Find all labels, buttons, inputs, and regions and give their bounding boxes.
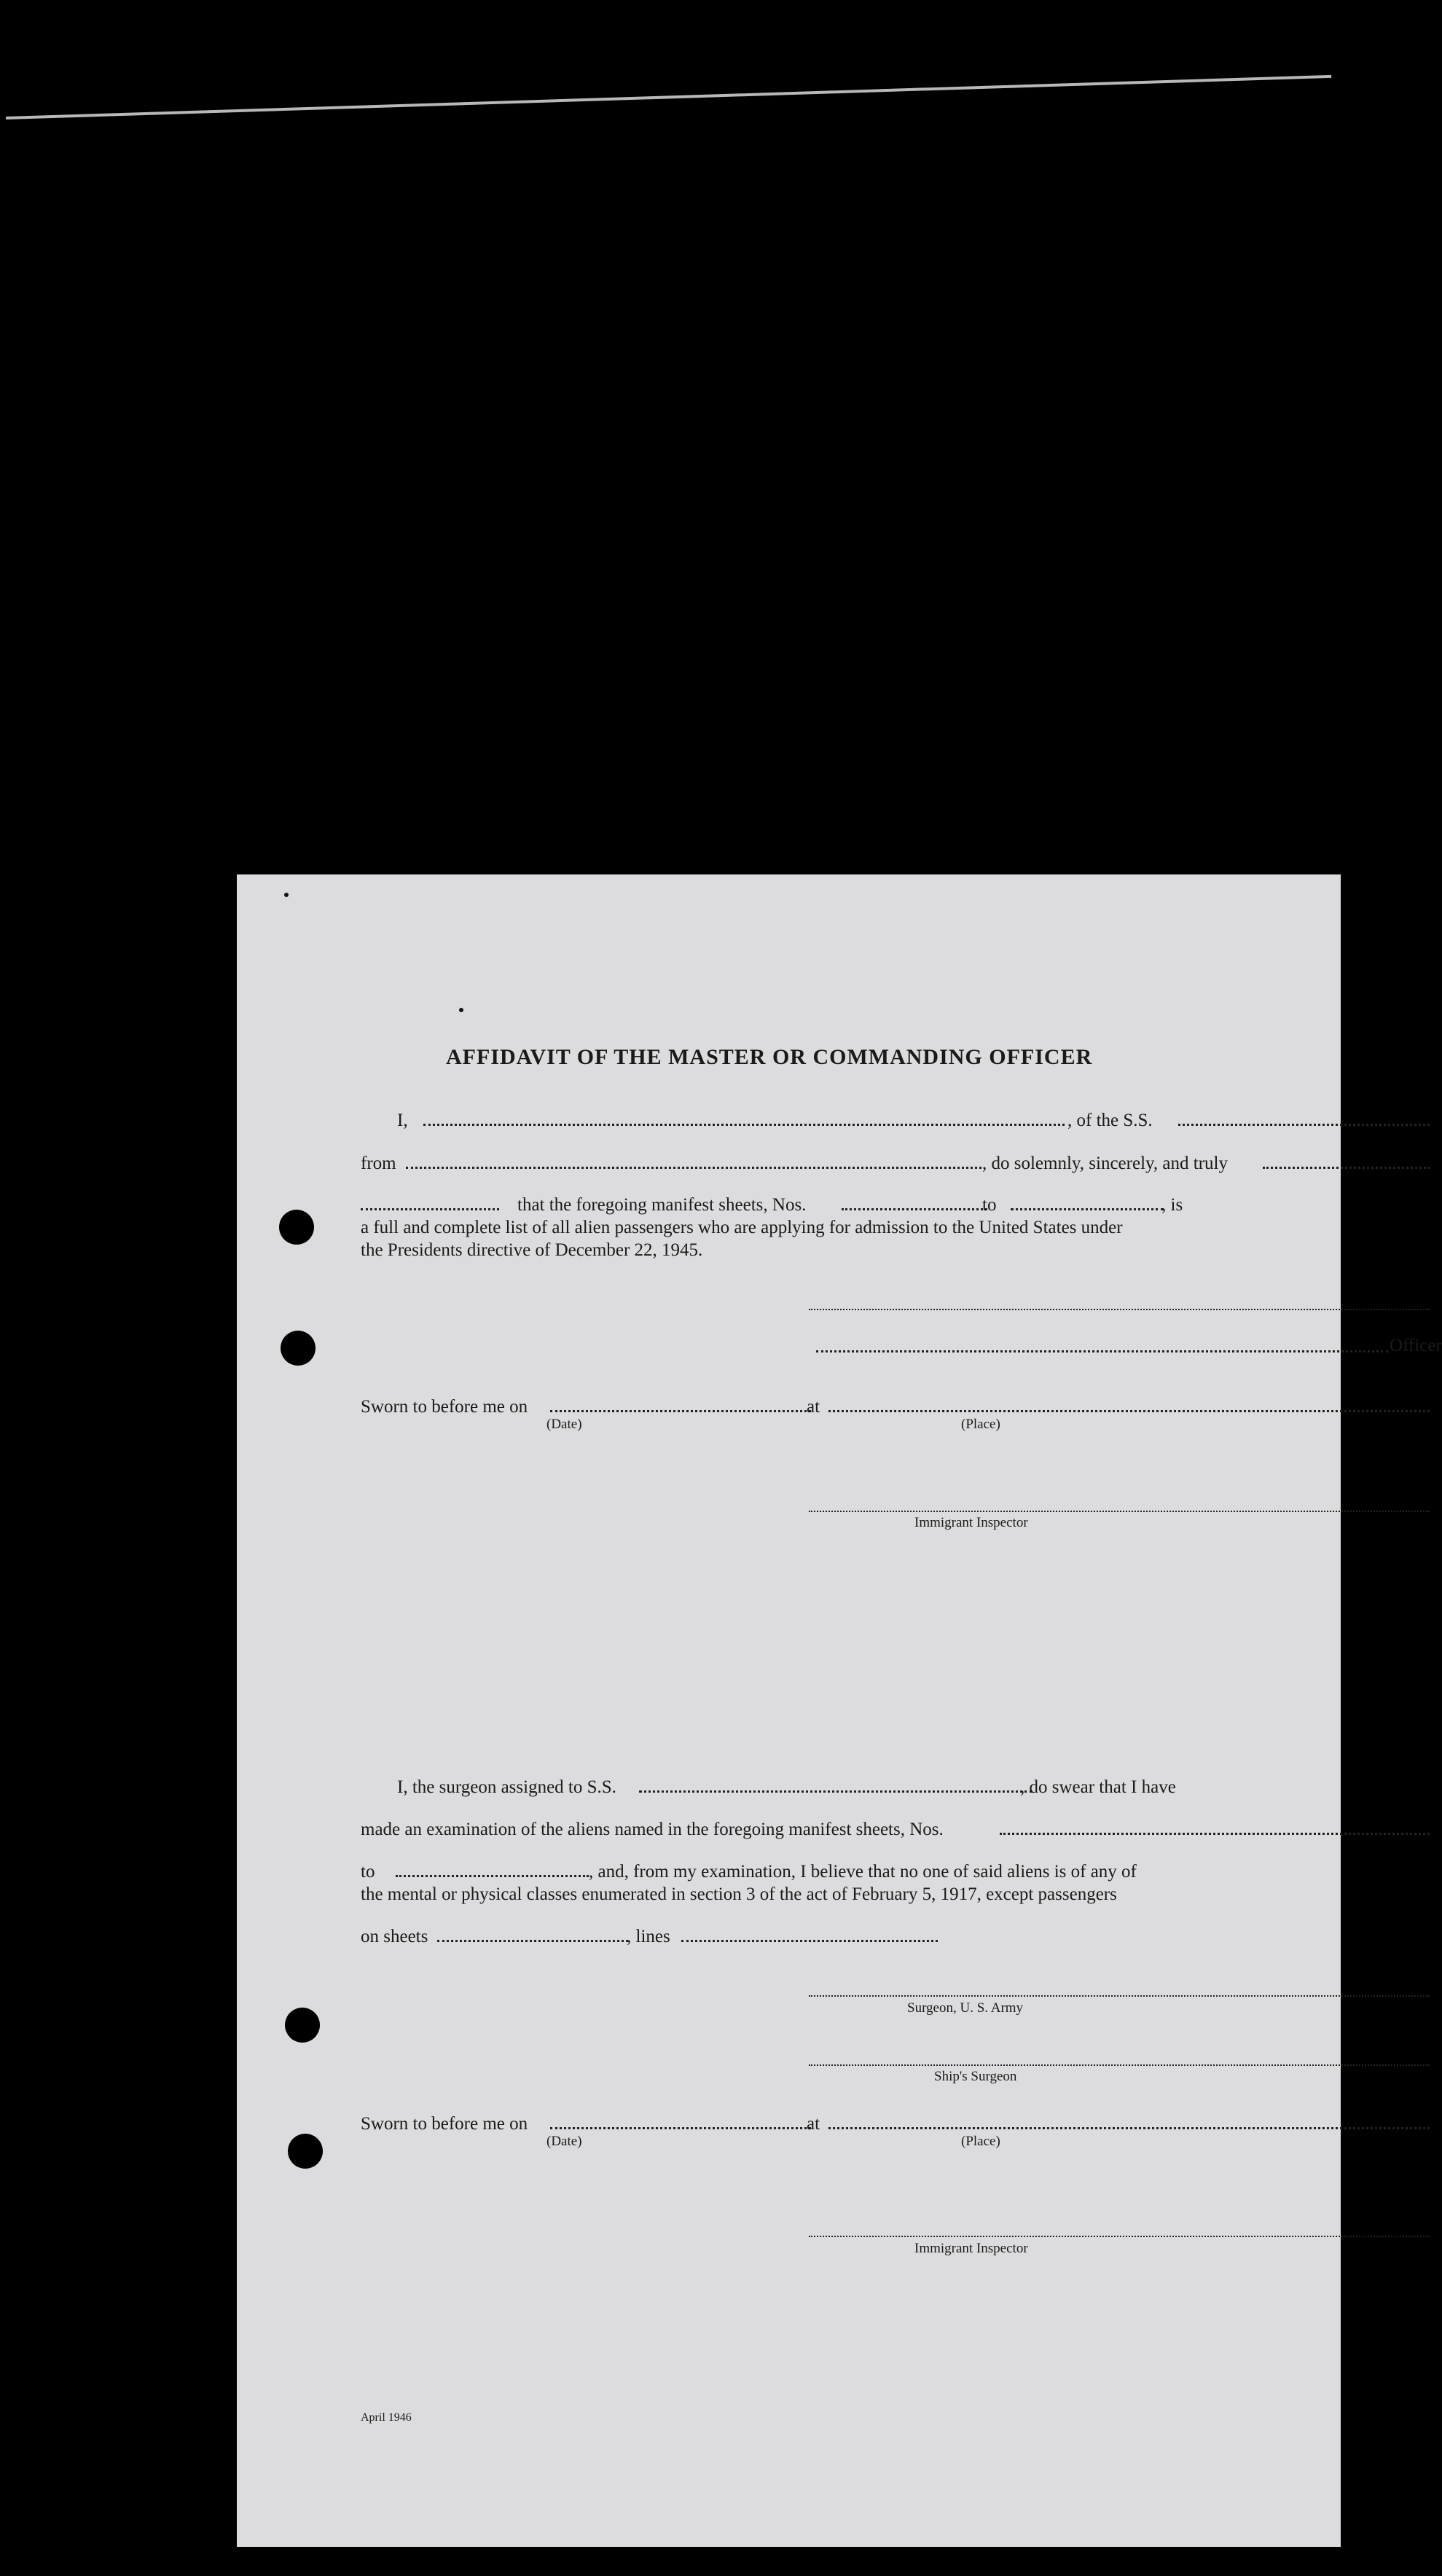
army-surgeon-signature-line	[809, 1995, 1430, 1997]
surgeon-nos-line	[1000, 1833, 1430, 1835]
surgeon-place-caption: (Place)	[961, 2134, 1000, 2149]
master-inspector-line	[809, 1511, 1430, 1512]
ships-surgeon-caption: Ship's Surgeon	[934, 2069, 1017, 2084]
master-from-label: from	[361, 1154, 396, 1173]
surgeon-sheets-label: on sheets	[361, 1927, 428, 1946]
master-place-caption: (Place)	[961, 1417, 1000, 1432]
surgeon-lines-label: , lines	[627, 1927, 670, 1946]
punch-hole	[285, 2008, 320, 2043]
surgeon-place-line	[828, 2127, 1430, 2129]
master-affidavit-title: AFFIDAVIT OF THE MASTER OR COMMANDING OFFICER	[446, 1045, 1093, 1069]
master-nos-from-line	[842, 1208, 987, 1210]
master-prefix-line	[361, 1208, 499, 1210]
master-sworn-label: Sworn to before me on	[361, 1397, 528, 1417]
surgeon-ship-line	[639, 1790, 1032, 1793]
punch-hole	[281, 1331, 316, 1366]
army-surgeon-caption: Surgeon, U. S. Army	[907, 2000, 1024, 2016]
master-place-line	[828, 1410, 1430, 1412]
surgeon-lines-line	[681, 1940, 938, 1942]
master-nos-to-line	[1011, 1208, 1164, 1210]
surgeon-intro-label: I, the surgeon assigned to S.S.	[397, 1777, 616, 1797]
master-officer-label: Officer	[1390, 1336, 1442, 1355]
master-i-label: I,	[397, 1111, 408, 1130]
form-date: April 1946	[361, 2411, 412, 2424]
surgeon-belief-label: , and, from my examination, I believe that no one of said aliens is of any of	[589, 1862, 1137, 1882]
master-signature-line	[809, 1309, 1430, 1310]
speck	[459, 1008, 463, 1012]
master-directive-line: the Presidents directive of December 22, 1945.	[361, 1240, 703, 1260]
document-page	[237, 874, 1442, 2547]
surgeon-date-line	[550, 2127, 811, 2129]
master-swear-line	[1263, 1167, 1430, 1169]
ships-surgeon-signature-line	[809, 2064, 1430, 2066]
master-date-line	[550, 1410, 811, 1412]
surgeon-sheets-line	[437, 1940, 628, 1942]
punch-hole	[288, 2134, 323, 2169]
surgeon-at-label: at	[807, 2114, 820, 2134]
master-swear-label: , do solemnly, sincerely, and truly	[982, 1154, 1228, 1173]
master-name-line	[423, 1124, 1065, 1126]
surgeon-classes-line: the mental or physical classes enumerated in section 3 of the act of February 5, 1917, except passengers	[361, 1884, 1117, 1904]
surgeon-date-caption: (Date)	[546, 2134, 582, 2149]
master-to-label: to	[982, 1195, 997, 1215]
film-scratch	[6, 75, 1331, 120]
master-of-ss-label: , of the S.S.	[1067, 1111, 1153, 1130]
speck	[284, 893, 289, 897]
master-is-label: , is	[1161, 1195, 1183, 1215]
surgeon-swear-label: , do swear that I have	[1020, 1777, 1176, 1797]
surgeon-to-label: to	[361, 1862, 375, 1882]
master-manifest-label: that the foregoing manifest sheets, Nos.	[517, 1195, 807, 1215]
surgeon-sworn-label: Sworn to before me on	[361, 2114, 528, 2134]
master-officer-line	[816, 1350, 1388, 1352]
master-date-caption: (Date)	[546, 1417, 582, 1432]
punch-hole	[279, 1210, 314, 1245]
master-statement-line: a full and complete list of all alien passengers who are applying for admission to the United States under	[361, 1218, 1123, 1237]
master-at-label: at	[807, 1397, 820, 1417]
master-ship-line	[1178, 1124, 1430, 1126]
surgeon-inspector-line	[809, 2236, 1430, 2237]
surgeon-examination-label: made an examination of the aliens named in the foregoing manifest sheets, Nos.	[361, 1820, 944, 1839]
master-inspector-caption: Immigrant Inspector	[914, 1515, 1028, 1530]
surgeon-inspector-caption: Immigrant Inspector	[914, 2241, 1028, 2256]
master-from-line	[406, 1167, 981, 1169]
surgeon-to-line	[396, 1875, 589, 1877]
